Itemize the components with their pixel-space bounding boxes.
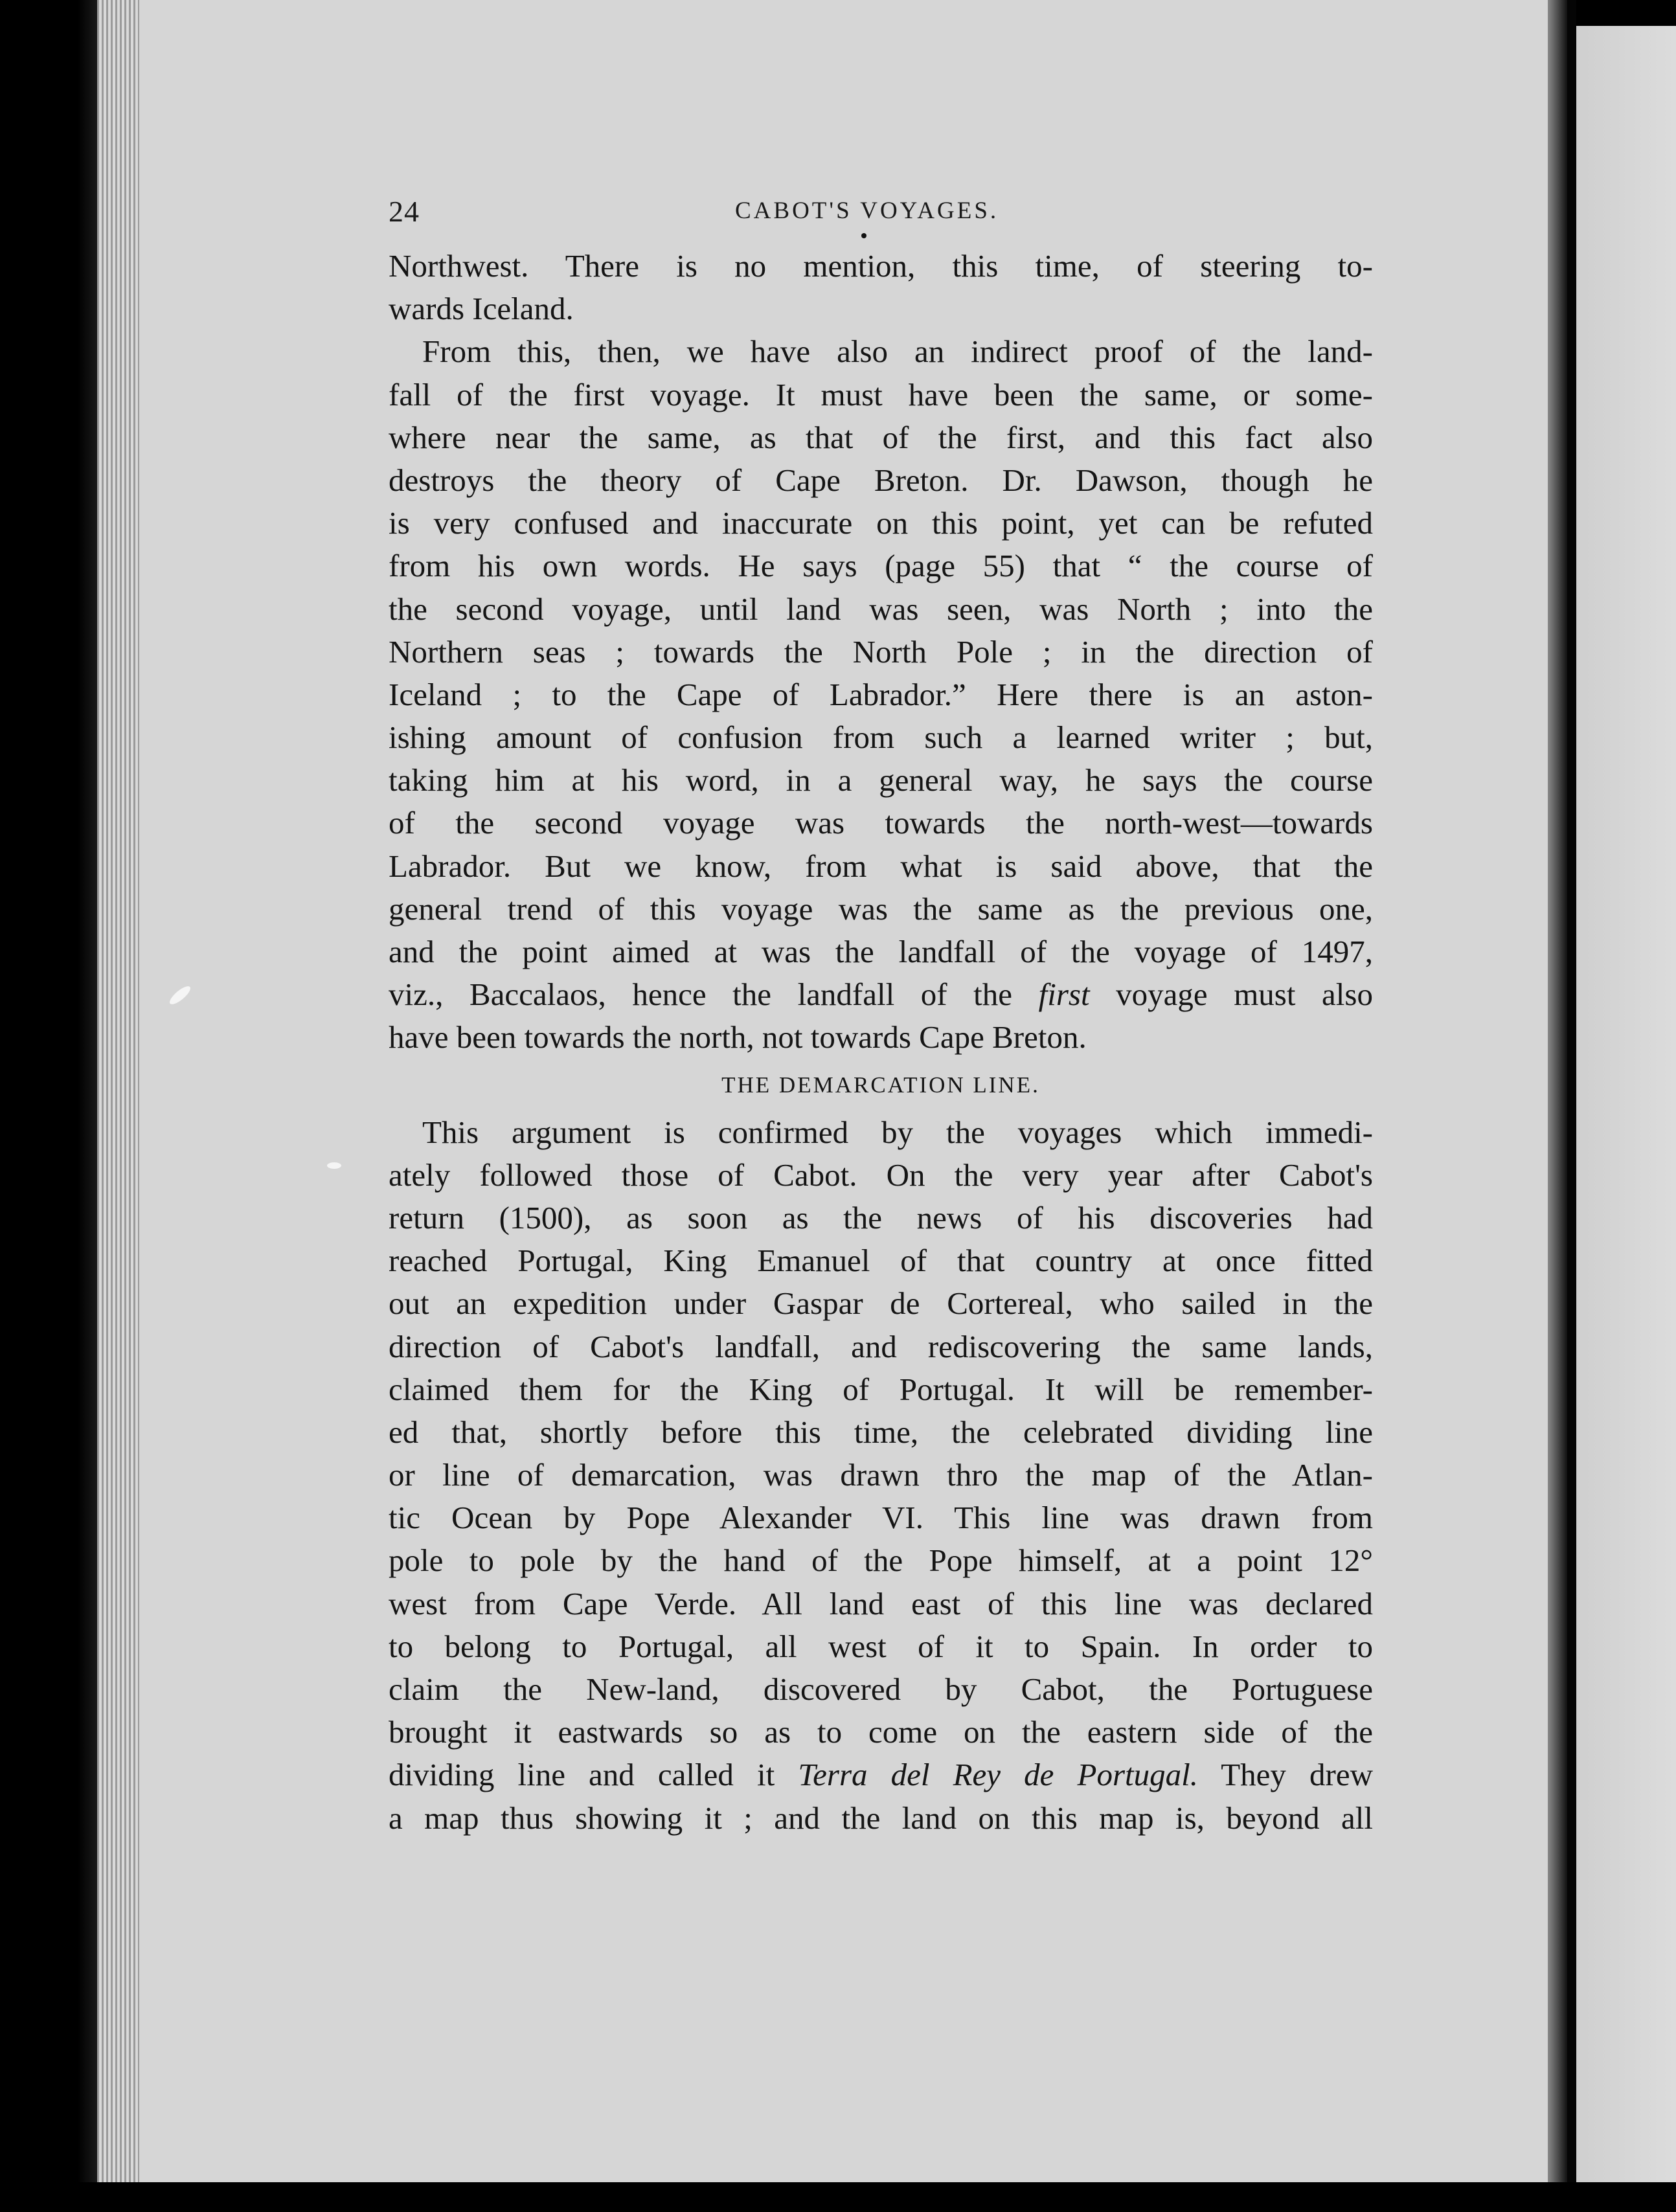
section-heading: THE DEMARCATION LINE. [721,1072,1040,1098]
text-line: ed that, shortly before this time, the celebrated dividing line [389,1414,1373,1450]
text-segment: viz., Baccalaos, hence the landfall of the [389,976,1039,1013]
text-line: taking him at his word, in a general way, he says the course [389,762,1373,798]
text-segment: They drew [1198,1757,1374,1793]
text-line: ishing amount of confusion from such a learned writer ; but, [389,719,1373,756]
italic-word: first [1038,976,1090,1013]
text-line: From this, then, we have also an indirect proof of the land- [422,333,1373,370]
text-line: fall of the first voyage. It must have been the same, or some- [389,376,1373,412]
text-line: reached Portugal, King Emanuel of that country at once fitted [389,1243,1373,1279]
text-line: Labrador. But we know, from what is said above, that the [389,848,1373,884]
book-page-edges [97,0,142,2212]
text-line: and the point aimed at was the landfall of the voyage of 1497, [389,934,1373,969]
text-line: ately followed those of Cabot. On the very year after Cabot's [389,1157,1373,1193]
running-head: CABOT'S VOYAGES. [735,198,999,224]
text-line: return (1500), as soon as the news of his discoveries had [389,1199,1373,1236]
facing-page-top-shadow [1576,0,1676,26]
text-line: to belong to Portugal, all west of it to Spain. In order to [389,1628,1373,1664]
text-segment: voyage must also [1089,976,1373,1013]
text-line: is very confused and inaccurate on this point, yet can be refuted [389,505,1373,541]
text-line [389,973,1373,1016]
page-header [389,194,1373,233]
text-line: from his own words. He says (page 55) that “ the course of [389,548,1373,584]
book-gutter [1548,0,1567,2212]
text-line [389,1754,1373,1796]
text-line: out an expedition under Gaspar de Cortereal, who sailed in the [389,1285,1373,1322]
scan-speck [327,1162,341,1169]
scan-bottom-shadow [0,2182,1676,2212]
text-line: pole to pole by the hand of the Pope himself, at a point 12° [389,1542,1373,1579]
text-line: tic Ocean by Pope Alexander VI. This line was drawn from [389,1500,1373,1536]
text-line: claimed them for the King of Portugal. It will be remember- [389,1371,1373,1407]
text-line: Northwest. There is no mention, this time, of steering to- [389,248,1373,284]
facing-page-edge [1576,0,1676,2212]
text-segment: dividing line and called it [389,1757,798,1793]
scan-left-shadow [0,0,97,2212]
text-line: wards Iceland. [389,291,574,327]
text-line: brought it eastwards so as to come on the eastern side of the [389,1714,1373,1750]
text-line: Northern seas ; towards the North Pole ; in the direction of [389,633,1373,670]
text-line: west from Cape Verde. All land east of this line was declared [389,1585,1373,1621]
body-text [389,245,1373,1840]
text-line: direction of Cabot's landfall, and rediscovering the same lands, [389,1328,1373,1364]
text-line: have been towards the north, not towards Cape Breton. [389,1019,1087,1055]
text-line: general trend of this voyage was the same as the previous one, [389,890,1373,927]
text-line: of the second voyage was towards the north-west—towards [389,805,1373,841]
text-line: This argument is confirmed by the voyages which immedi- [422,1114,1373,1150]
text-line: or line of demarcation, was drawn thro the map of the Atlan- [389,1457,1373,1493]
italic-phrase: Terra del Rey de Portugal. [798,1757,1199,1793]
text-line: claim the New-land, discovered by Cabot, the Portuguese [389,1671,1373,1707]
text-line: the second voyage, until land was seen, was North ; into the [389,591,1373,627]
gutter-shadow [1567,0,1576,2212]
page-number: 24 [389,195,420,228]
text-line: Iceland ; to the Cape of Labrador.” Here there is an aston- [389,676,1373,712]
text-line: a map thus showing it ; and the land on this map is, beyond all [389,1800,1373,1836]
scan-speck [861,233,866,238]
text-line: destroys the theory of Cape Breton. Dr. Dawson, though he [389,462,1373,498]
text-line: where near the same, as that of the first, and this fact also [389,419,1373,455]
